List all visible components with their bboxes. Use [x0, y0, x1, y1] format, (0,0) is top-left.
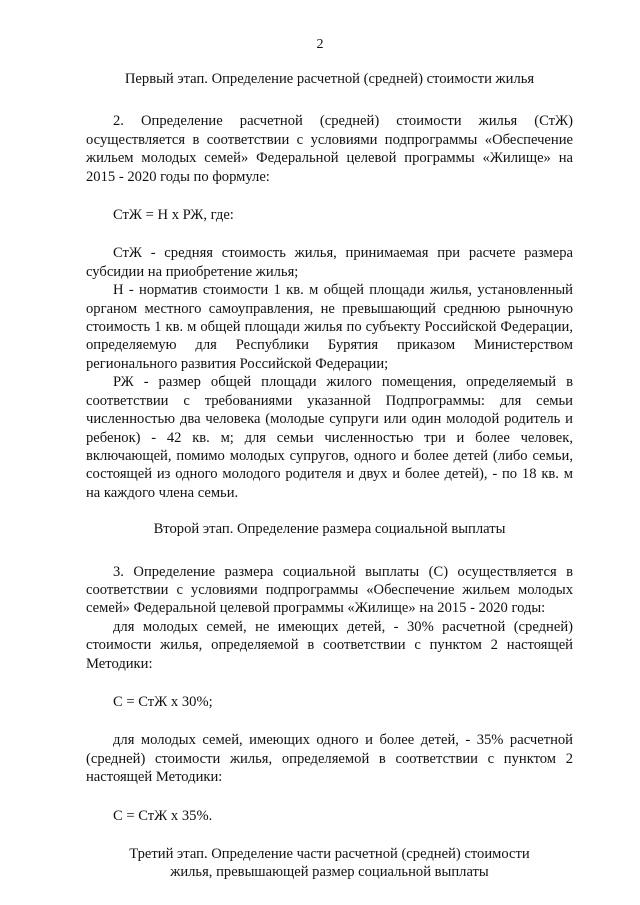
- definition-stzh: СтЖ - средняя стоимость жилья, принимаемая при расчете размера субсидии на приобретение жилья;: [86, 245, 573, 280]
- formula-30-percent: С = СтЖ х 30%;: [113, 693, 213, 710]
- paragraph-2: 2. Определение расчетной (средней) стоимости жилья (СтЖ) осуществляется в соответствии с условиями подпрограммы «Обеспечение жильем молодых семей» Федеральной целевой программы «Жилище» на 2015 - 2020 годы по формуле:: [86, 113, 573, 185]
- section-1-heading: Первый этап. Определение расчетной (средней) стоимости жилья: [124, 71, 535, 87]
- formula-stzh: СтЖ = Н х РЖ, где:: [113, 207, 234, 224]
- section-3-heading: [86, 845, 573, 882]
- definition-n: Н - норматив стоимости 1 кв. м общей площади жилья, установленный органом местного самоуправления, не превышающий среднюю рыночную стоимость 1 кв. м общей площади жилья по субъекту Российской Федерации, определяемую для Республики Бурятия приказом Министерством регионального развития Российской Федерации;: [86, 282, 573, 372]
- case-with-children: для молодых семей, имеющих одного и более детей, - 35% расчетной (средней) стоимости жилья, определяемой в соответствии с пунктом 2 настоящей Методики:: [86, 732, 573, 786]
- case-no-children: для молодых семей, не имеющих детей, - 30% расчетной (средней) стоимости жилья, определяемой в соответствии с пунктом 2 настоящей Методики:: [86, 618, 573, 672]
- paragraph-3: 3. Определение размера социальной выплаты (С) осуществляется в соответствии с условиями подпрограммы «Обеспечение жильем молодых семей» Федеральной целевой программы «Жилище» на 2015 - 2020 годы:: [86, 563, 573, 617]
- document-body: [86, 70, 573, 882]
- section-3-heading-line-2: жилья, превышающей размер социальной выплаты: [170, 864, 489, 881]
- section-3-heading-line-1: Третий этап. Определение части расчетной (средней) стоимости: [129, 846, 530, 862]
- section-2-heading: Второй этап. Определение размера социальной выплаты: [153, 521, 506, 538]
- definition-rzh: РЖ - размер общей площади жилого помещения, определяемый в соответствии с требованиями указанной Подпрограммы: для семьи численностью два человека (молодые супруги или один молодой родитель и ребенок) - 42 кв. м; для семьи численностью три и более человек, включающей, помимо молодых супругов, одного и более детей (либо семьи, состоящей из одного молодого родителя и двух и более детей), - по 18 кв. м на каждого члена семьи.: [86, 374, 573, 501]
- page-number: 2: [316, 37, 324, 52]
- formula-35-percent: С = СтЖ х 35%.: [113, 807, 213, 824]
